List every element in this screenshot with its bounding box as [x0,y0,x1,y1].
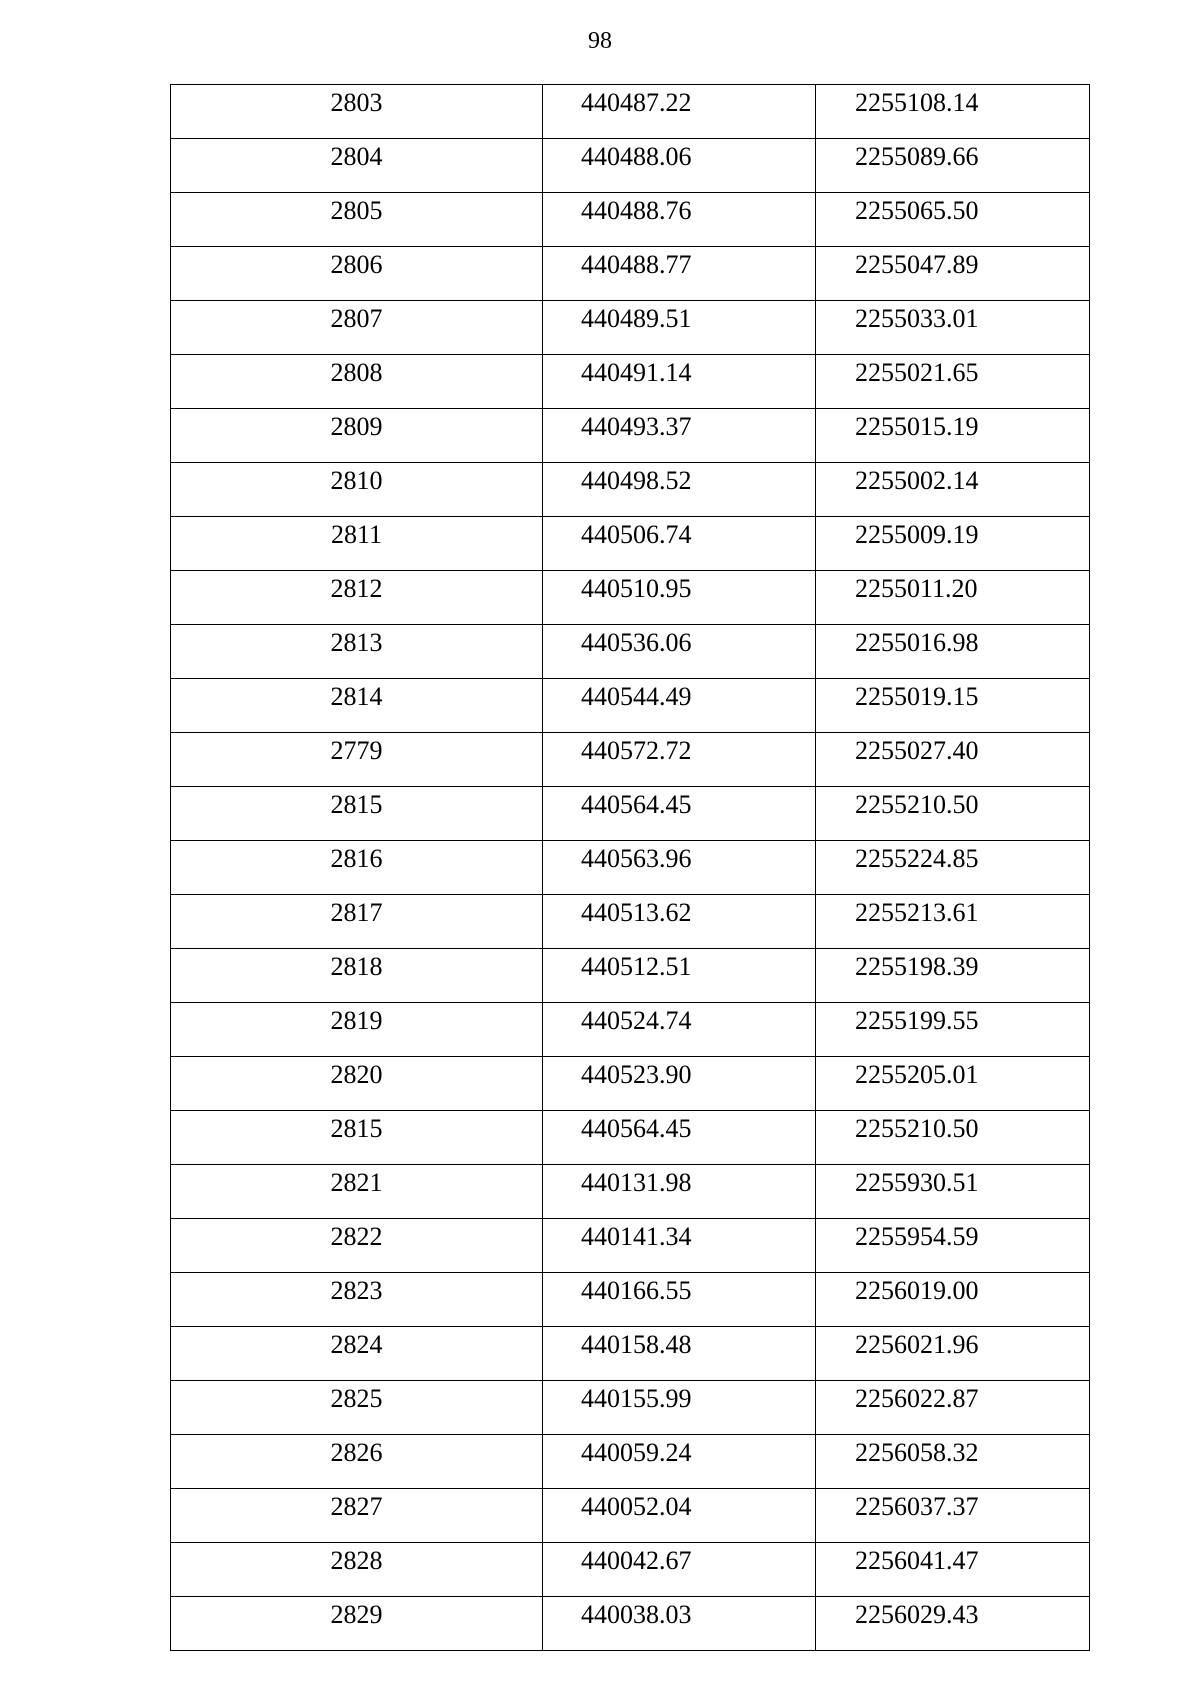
point-id-cell [171,1435,543,1489]
table-row [171,139,1090,193]
y-coordinate-cell [816,679,1090,733]
point-id-cell [171,247,543,301]
x-coordinate-cell [543,895,816,949]
cell-value: 2255205.01 [855,1060,979,1089]
y-coordinate-cell [816,1543,1090,1597]
cell-value: 2255224.85 [855,844,979,873]
cell-value: 2256021.96 [855,1330,979,1359]
x-coordinate-cell [543,355,816,409]
point-id-cell [171,733,543,787]
x-coordinate-cell [543,1327,816,1381]
table-row [171,895,1090,949]
cell-value: 440510.95 [581,574,692,603]
point-id-cell [171,679,543,733]
y-coordinate-cell [816,1219,1090,1273]
cell-value: 2814 [330,682,383,711]
table-row [171,463,1090,517]
cell-value: 2803 [330,88,383,117]
cell-value: 2255199.55 [855,1006,979,1035]
y-coordinate-cell [816,625,1090,679]
cell-value: 2255065.50 [855,196,979,225]
cell-value: 2255019.15 [855,682,979,711]
cell-value: 2811 [330,520,383,549]
x-coordinate-cell [543,1435,816,1489]
table-row [171,571,1090,625]
y-coordinate-cell [816,787,1090,841]
table-row [171,733,1090,787]
cell-value: 440042.67 [581,1546,692,1575]
cell-value: 2829 [330,1600,383,1629]
cell-value: 2808 [330,358,383,387]
point-id-cell [171,301,543,355]
point-id-cell [171,1489,543,1543]
y-coordinate-cell [816,571,1090,625]
cell-value: 2819 [330,1006,383,1035]
point-id-cell [171,1543,543,1597]
y-coordinate-cell [816,1489,1090,1543]
cell-value: 2827 [330,1492,383,1521]
table-row [171,1165,1090,1219]
cell-value: 2821 [330,1168,383,1197]
point-id-cell [171,625,543,679]
x-coordinate-cell [543,85,816,139]
x-coordinate-cell [543,625,816,679]
cell-value: 440059.24 [581,1438,692,1467]
y-coordinate-cell [816,1057,1090,1111]
cell-value: 440572.72 [581,736,692,765]
y-coordinate-cell [816,193,1090,247]
y-coordinate-cell [816,949,1090,1003]
point-id-cell [171,1111,543,1165]
point-id-cell [171,355,543,409]
point-id-cell [171,1597,543,1651]
x-coordinate-cell [543,1489,816,1543]
x-coordinate-cell [543,301,816,355]
y-coordinate-cell [816,301,1090,355]
cell-value: 440141.34 [581,1222,692,1251]
cell-value: 2255021.65 [855,358,979,387]
cell-value: 2256029.43 [855,1600,979,1629]
cell-value: 2255210.50 [855,1114,979,1143]
cell-value: 440498.52 [581,466,692,495]
table-row [171,1543,1090,1597]
point-id-cell [171,1381,543,1435]
cell-value: 2804 [330,142,383,171]
point-id-cell [171,85,543,139]
point-id-cell [171,1327,543,1381]
y-coordinate-cell [816,841,1090,895]
cell-value: 440506.74 [581,520,692,549]
cell-value: 2256041.47 [855,1546,979,1575]
cell-value: 2828 [330,1546,383,1575]
cell-value: 2255011.20 [855,574,978,603]
table-row [171,1273,1090,1327]
x-coordinate-cell [543,679,816,733]
cell-value: 2810 [330,466,383,495]
y-coordinate-cell [816,139,1090,193]
cell-value: 2816 [330,844,383,873]
table-row [171,1597,1090,1651]
table-row [171,301,1090,355]
x-coordinate-cell [543,247,816,301]
cell-value: 440487.22 [581,88,692,117]
y-coordinate-cell [816,85,1090,139]
cell-value: 2255198.39 [855,952,979,981]
x-coordinate-cell [543,1165,816,1219]
cell-value: 2255027.40 [855,736,979,765]
point-id-cell [171,571,543,625]
point-id-cell [171,1273,543,1327]
point-id-cell [171,517,543,571]
table-row [171,517,1090,571]
point-id-cell [171,409,543,463]
cell-value: 2255033.01 [855,304,979,333]
table-row [171,355,1090,409]
y-coordinate-cell [816,1003,1090,1057]
coordinates-table-body [171,85,1090,1651]
cell-value: 440513.62 [581,898,692,927]
cell-value: 2255047.89 [855,250,979,279]
y-coordinate-cell [816,733,1090,787]
x-coordinate-cell [543,463,816,517]
cell-value: 2256019.00 [855,1276,979,1305]
x-coordinate-cell [543,787,816,841]
cell-value: 2820 [330,1060,383,1089]
cell-value: 440038.03 [581,1600,692,1629]
table-row [171,1057,1090,1111]
y-coordinate-cell [816,1381,1090,1435]
y-coordinate-cell [816,1111,1090,1165]
x-coordinate-cell [543,1219,816,1273]
cell-value: 440493.37 [581,412,692,441]
cell-value: 2256022.87 [855,1384,979,1413]
x-coordinate-cell [543,193,816,247]
x-coordinate-cell [543,1597,816,1651]
cell-value: 440488.76 [581,196,692,225]
x-coordinate-cell [543,841,816,895]
table-row [171,409,1090,463]
cell-value: 440536.06 [581,628,692,657]
x-coordinate-cell [543,1381,816,1435]
table-row [171,949,1090,1003]
cell-value: 2822 [330,1222,383,1251]
x-coordinate-cell [543,571,816,625]
cell-value: 440489.51 [581,304,692,333]
table-row [171,841,1090,895]
cell-value: 440131.98 [581,1168,692,1197]
cell-value: 2255108.14 [855,88,979,117]
cell-value: 440166.55 [581,1276,692,1305]
y-coordinate-cell [816,895,1090,949]
cell-value: 440512.51 [581,952,692,981]
cell-value: 440563.96 [581,844,692,873]
x-coordinate-cell [543,1273,816,1327]
cell-value: 440052.04 [581,1492,692,1521]
x-coordinate-cell [543,949,816,1003]
cell-value: 2813 [330,628,383,657]
y-coordinate-cell [816,463,1090,517]
table-row [171,1111,1090,1165]
table-row [171,1219,1090,1273]
cell-value: 2255009.19 [855,520,979,549]
y-coordinate-cell [816,355,1090,409]
cell-value: 2809 [330,412,383,441]
coordinates-table [170,84,1090,1651]
table-row [171,1489,1090,1543]
cell-value: 2823 [330,1276,383,1305]
table-row [171,1327,1090,1381]
page-number: 98 [588,28,612,54]
cell-value: 440523.90 [581,1060,692,1089]
x-coordinate-cell [543,1111,816,1165]
cell-value: 440544.49 [581,682,692,711]
cell-value: 2818 [330,952,383,981]
cell-value: 2815 [330,790,383,819]
x-coordinate-cell [543,139,816,193]
point-id-cell [171,949,543,1003]
cell-value: 2779 [330,736,383,765]
cell-value: 2817 [330,898,383,927]
cell-value: 2807 [330,304,383,333]
table-row [171,1435,1090,1489]
point-id-cell [171,463,543,517]
y-coordinate-cell [816,247,1090,301]
cell-value: 2815 [330,1114,383,1143]
cell-value: 440491.14 [581,358,692,387]
table-row [171,85,1090,139]
point-id-cell [171,139,543,193]
cell-value: 2806 [330,250,383,279]
table-row [171,1381,1090,1435]
point-id-cell [171,1219,543,1273]
cell-value: 2825 [330,1384,383,1413]
cell-value: 2255213.61 [855,898,979,927]
x-coordinate-cell [543,733,816,787]
cell-value: 2255930.51 [855,1168,979,1197]
x-coordinate-cell [543,1057,816,1111]
cell-value: 440524.74 [581,1006,692,1035]
cell-value: 2255016.98 [855,628,979,657]
cell-value: 2256058.32 [855,1438,979,1467]
cell-value: 440488.77 [581,250,692,279]
x-coordinate-cell [543,1543,816,1597]
y-coordinate-cell [816,517,1090,571]
cell-value: 2805 [330,196,383,225]
y-coordinate-cell [816,1435,1090,1489]
point-id-cell [171,1165,543,1219]
y-coordinate-cell [816,1597,1090,1651]
y-coordinate-cell [816,409,1090,463]
point-id-cell [171,787,543,841]
point-id-cell [171,841,543,895]
point-id-cell [171,1057,543,1111]
table-row [171,247,1090,301]
point-id-cell [171,895,543,949]
table-row [171,679,1090,733]
y-coordinate-cell [816,1327,1090,1381]
cell-value: 440155.99 [581,1384,692,1413]
cell-value: 2255002.14 [855,466,979,495]
cell-value: 2255015.19 [855,412,979,441]
x-coordinate-cell [543,409,816,463]
cell-value: 2812 [330,574,383,603]
cell-value: 2255954.59 [855,1222,979,1251]
cell-value: 2255210.50 [855,790,979,819]
cell-value: 440564.45 [581,1114,692,1143]
table-row [171,1003,1090,1057]
y-coordinate-cell [816,1273,1090,1327]
cell-value: 440158.48 [581,1330,692,1359]
table-row [171,625,1090,679]
x-coordinate-cell [543,1003,816,1057]
x-coordinate-cell [543,517,816,571]
y-coordinate-cell [816,1165,1090,1219]
point-id-cell [171,193,543,247]
cell-value: 440564.45 [581,790,692,819]
cell-value: 2824 [330,1330,383,1359]
point-id-cell [171,1003,543,1057]
table-row [171,193,1090,247]
cell-value: 2256037.37 [855,1492,979,1521]
table-row [171,787,1090,841]
cell-value: 2826 [330,1438,383,1467]
cell-value: 440488.06 [581,142,692,171]
cell-value: 2255089.66 [855,142,979,171]
